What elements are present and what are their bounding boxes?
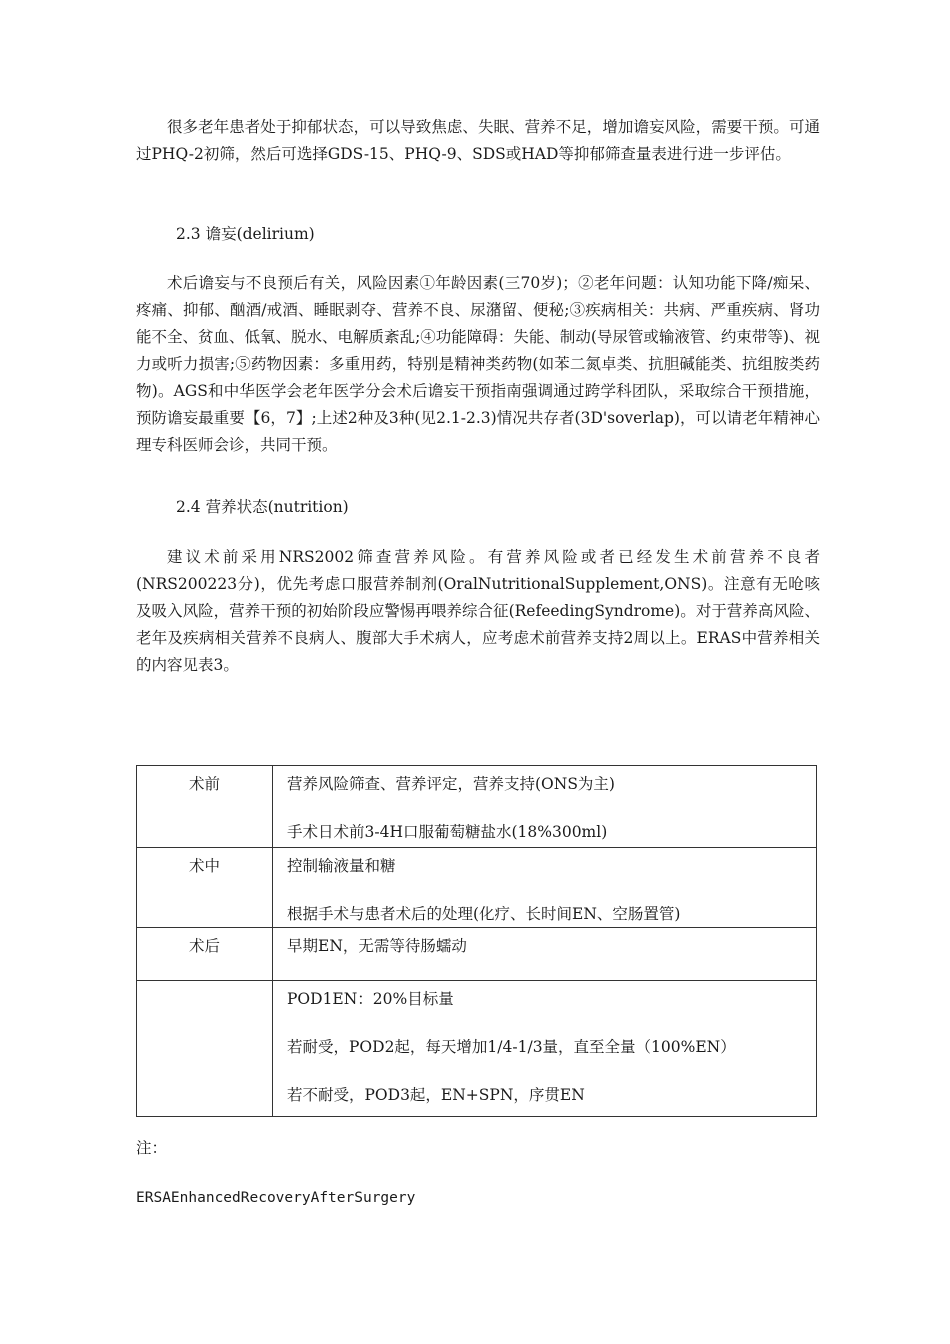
cell-text: 控制输液量和糖 [287, 857, 396, 875]
table-row [137, 848, 817, 928]
eras-nutrition-table [136, 765, 817, 1117]
table-row [137, 928, 817, 981]
note-text: ERSAEnhancedRecoveryAfterSurgery [136, 1190, 416, 1206]
content-cell-intraoperative [273, 848, 817, 928]
table-row [137, 981, 817, 1117]
cell-text: 若不耐受，POD3起，EN+SPN，序贯EN [287, 1086, 585, 1104]
cell-text: 营养风险筛查、营养评定，营养支持(ONS为主) [287, 775, 615, 793]
paragraph-nutrition: 建议术前采用NRS2002筛查营养风险。有营养风险或者已经发生术前营养不良者(NRS200223分)，优先考虑口服营养制剂(OralNutritionalSupplement,ONS)。注意有无呛咳及吸入风险，营养干预的初始阶段应警惕再喂养综合征(RefeedingSyndrome)。对于营养高风险、老年及疾病相关营养不良病人、腹部大手术病人，应考虑术前营养支持2周以上。ERAS中营养相关的内容见表3。 [136, 548, 820, 674]
cell-text: 若耐受，POD2起，每天增加1/4-1/3量，直至全量（100%EN） [287, 1038, 736, 1056]
content-cell-postoperative [273, 928, 817, 981]
cell-text: POD1EN：20%目标量 [287, 990, 454, 1008]
section-heading-delirium: 2.3 谵妄(delirium) [176, 225, 315, 243]
phase-cell-preoperative: 术前 [137, 766, 273, 848]
section-heading-nutrition: 2.4 营养状态(nutrition) [176, 498, 349, 516]
content-cell-preoperative [273, 766, 817, 848]
phase-cell-postoperative: 术后 [137, 928, 273, 981]
note-label: 注： [136, 1139, 168, 1157]
phase-cell-intraoperative: 术中 [137, 848, 273, 928]
paragraph-depression: 很多老年患者处于抑郁状态，可以导致焦虑、失眠、营养不足，增加谵妄风险，需要干预。可通过PHQ-2初筛，然后可选择GDS-15、PHQ-9、SDS或HAD等抑郁筛查量表进行进一步评估。 [136, 118, 820, 163]
phase-cell-empty [137, 981, 273, 1117]
cell-text: 手术日术前3-4H口服葡萄糖盐水(18%300ml) [287, 823, 608, 841]
cell-text: 早期EN，无需等待肠蠕动 [287, 937, 467, 955]
cell-text: 根据手术与患者术后的处理(化疗、长时间EN、空肠置管) [287, 905, 681, 923]
table-row [137, 766, 817, 848]
paragraph-delirium: 术后谵妄与不良预后有关，风险因素①年龄因素(三70岁)；②老年问题：认知功能下降/痴呆、疼痛、抑郁、酗酒/戒酒、睡眠剥夺、营养不良、尿潴留、便秘;③疾病相关：共病、严重疾病、肾功能不全、贫血、低氧、脱水、电解质紊乱;④功能障碍：失能、制动(导尿管或输液管、约束带等)、视力或听力损害;⑤药物因素：多重用药，特别是精神类药物(如苯二氮卓类、抗胆碱能类、抗组胺类药物)。AGS和中华医学会老年医学分会术后谵妄干预指南强调通过跨学科团队，采取综合干预措施，预防谵妄最重要【6，7】;上述2种及3种(见2.1-2.3)情况共存者(3D'soverlap)，可以请老年精神心理专科医师会诊，共同干预。 [136, 274, 820, 454]
content-cell-postoperative-feeding [273, 981, 817, 1117]
